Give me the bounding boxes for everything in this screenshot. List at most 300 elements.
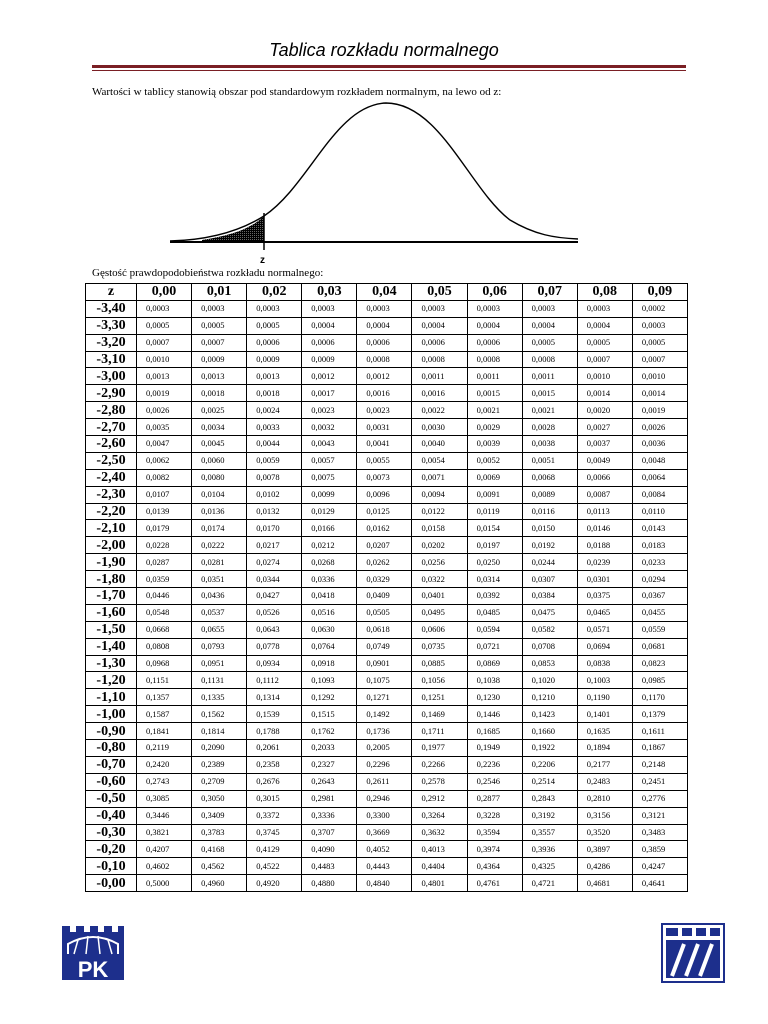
table-cell: 0,0125 <box>357 503 412 520</box>
table-cell: 0,4286 <box>577 858 632 875</box>
table-cell: 0,1190 <box>577 689 632 706</box>
table-row <box>86 824 688 841</box>
table-cell: 0,2514 <box>522 773 577 790</box>
table-cell: 0,0233 <box>632 554 687 571</box>
table-cell: 0,0071 <box>412 469 467 486</box>
table-cell: 0,4052 <box>357 841 412 858</box>
table-row <box>86 554 688 571</box>
row-z-value: -1,70 <box>86 588 137 605</box>
table-cell: 0,0885 <box>412 655 467 672</box>
table-cell: 0,0003 <box>577 300 632 317</box>
table-cell: 0,0110 <box>632 503 687 520</box>
table-cell: 0,0808 <box>137 638 192 655</box>
table-cell: 0,0505 <box>357 604 412 621</box>
table-cell: 0,2266 <box>412 756 467 773</box>
table-cell: 0,0336 <box>302 571 357 588</box>
faculty-logo <box>660 922 726 984</box>
table-cell: 0,0003 <box>357 300 412 317</box>
table-cell: 0,0132 <box>247 503 302 520</box>
table-cell: 0,0015 <box>467 385 522 402</box>
table-cell: 0,0262 <box>357 554 412 571</box>
table-cell: 0,0537 <box>192 604 247 621</box>
table-cell: 0,0059 <box>247 452 302 469</box>
table-cell: 0,0174 <box>192 520 247 537</box>
table-cell: 0,0384 <box>522 588 577 605</box>
row-z-value: -0,70 <box>86 756 137 773</box>
table-cell: 0,0016 <box>412 385 467 402</box>
table-cell: 0,1357 <box>137 689 192 706</box>
table-cell: 0,0516 <box>302 604 357 621</box>
table-cell: 0,0038 <box>522 436 577 453</box>
table-cell: 0,1762 <box>302 723 357 740</box>
table-cell: 0,0281 <box>192 554 247 571</box>
table-cell: 0,0066 <box>577 469 632 486</box>
table-cell: 0,2877 <box>467 790 522 807</box>
table-cell: 0,0015 <box>522 385 577 402</box>
table-cell: 0,0054 <box>412 452 467 469</box>
table-cell: 0,0287 <box>137 554 192 571</box>
table-cell: 0,0003 <box>247 300 302 317</box>
row-z-value: -0,40 <box>86 807 137 824</box>
table-cell: 0,0244 <box>522 554 577 571</box>
table-cell: 0,0008 <box>412 351 467 368</box>
table-row <box>86 672 688 689</box>
table-cell: 0,2119 <box>137 740 192 757</box>
table-cell: 0,1711 <box>412 723 467 740</box>
table-cell: 0,1056 <box>412 672 467 689</box>
table-cell: 0,1814 <box>192 723 247 740</box>
table-cell: 0,3300 <box>357 807 412 824</box>
table-cell: 0,0031 <box>357 419 412 436</box>
table-row <box>86 790 688 807</box>
table-cell: 0,4013 <box>412 841 467 858</box>
table-cell: 0,0082 <box>137 469 192 486</box>
column-header: 0,05 <box>412 284 467 301</box>
table-cell: 0,0024 <box>247 402 302 419</box>
table-cell: 0,1151 <box>137 672 192 689</box>
table-row <box>86 858 688 875</box>
table-cell: 0,0008 <box>522 351 577 368</box>
table-cell: 0,1020 <box>522 672 577 689</box>
table-cell: 0,1469 <box>412 706 467 723</box>
table-row <box>86 317 688 334</box>
table-cell: 0,1922 <box>522 740 577 757</box>
table-cell: 0,0122 <box>412 503 467 520</box>
table-cell: 0,0129 <box>302 503 357 520</box>
table-cell: 0,0007 <box>137 334 192 351</box>
table-cell: 0,0838 <box>577 655 632 672</box>
table-cell: 0,0455 <box>632 604 687 621</box>
table-cell: 0,0192 <box>522 537 577 554</box>
table-cell: 0,0033 <box>247 419 302 436</box>
table-cell: 0,0853 <box>522 655 577 672</box>
table-cell: 0,0003 <box>467 300 522 317</box>
table-cell: 0,2546 <box>467 773 522 790</box>
table-cell: 0,3974 <box>467 841 522 858</box>
table-cell: 0,2611 <box>357 773 412 790</box>
table-cell: 0,0465 <box>577 604 632 621</box>
table-cell: 0,2389 <box>192 756 247 773</box>
table-cell: 0,0559 <box>632 621 687 638</box>
table-cell: 0,4522 <box>247 858 302 875</box>
table-cell: 0,4920 <box>247 875 302 892</box>
column-header: 0,03 <box>302 284 357 301</box>
table-cell: 0,3821 <box>137 824 192 841</box>
table-cell: 0,1314 <box>247 689 302 706</box>
table-cell: 0,0008 <box>357 351 412 368</box>
table-cell: 0,0003 <box>632 317 687 334</box>
table-row <box>86 588 688 605</box>
table-cell: 0,0045 <box>192 436 247 453</box>
table-cell: 0,2643 <box>302 773 357 790</box>
table-cell: 0,0022 <box>412 402 467 419</box>
table-cell: 0,0021 <box>467 402 522 419</box>
row-z-value: -1,20 <box>86 672 137 689</box>
table-cell: 0,2090 <box>192 740 247 757</box>
table-cell: 0,1170 <box>632 689 687 706</box>
table-cell: 0,0869 <box>467 655 522 672</box>
table-cell: 0,0968 <box>137 655 192 672</box>
row-z-value: -2,80 <box>86 402 137 419</box>
table-cell: 0,0009 <box>302 351 357 368</box>
table-cell: 0,2148 <box>632 756 687 773</box>
table-cell: 0,0029 <box>467 419 522 436</box>
row-z-value: -2,30 <box>86 486 137 503</box>
table-cell: 0,4641 <box>632 875 687 892</box>
table-cell: 0,0003 <box>522 300 577 317</box>
table-cell: 0,0162 <box>357 520 412 537</box>
row-z-value: -3,10 <box>86 351 137 368</box>
table-cell: 0,1736 <box>357 723 412 740</box>
table-cell: 0,2451 <box>632 773 687 790</box>
table-cell: 0,2033 <box>302 740 357 757</box>
table-cell: 0,0004 <box>577 317 632 334</box>
table-cell: 0,1335 <box>192 689 247 706</box>
table-cell: 0,0006 <box>302 334 357 351</box>
row-z-value: -0,60 <box>86 773 137 790</box>
table-cell: 0,1075 <box>357 672 412 689</box>
table-cell: 0,2709 <box>192 773 247 790</box>
table-cell: 0,0014 <box>577 385 632 402</box>
row-z-value: -1,90 <box>86 554 137 571</box>
table-row <box>86 469 688 486</box>
table-row <box>86 604 688 621</box>
table-cell: 0,0495 <box>412 604 467 621</box>
table-cell: 0,1210 <box>522 689 577 706</box>
table-cell: 0,0069 <box>467 469 522 486</box>
table-row <box>86 486 688 503</box>
table-cell: 0,0256 <box>412 554 467 571</box>
table-cell: 0,0062 <box>137 452 192 469</box>
table-cell: 0,3336 <box>302 807 357 824</box>
table-cell: 0,0694 <box>577 638 632 655</box>
row-z-value: -2,40 <box>86 469 137 486</box>
table-cell: 0,0418 <box>302 588 357 605</box>
table-cell: 0,1635 <box>577 723 632 740</box>
table-cell: 0,3156 <box>577 807 632 824</box>
table-cell: 0,0032 <box>302 419 357 436</box>
table-cell: 0,0594 <box>467 621 522 638</box>
table-cell: 0,1271 <box>357 689 412 706</box>
table-cell: 0,2843 <box>522 790 577 807</box>
row-z-value: -2,10 <box>86 520 137 537</box>
table-row <box>86 689 688 706</box>
bell-curve-line <box>170 103 578 241</box>
table-cell: 0,4840 <box>357 875 412 892</box>
table-cell: 0,2483 <box>577 773 632 790</box>
table-cell: 0,1038 <box>467 672 522 689</box>
table-cell: 0,0643 <box>247 621 302 638</box>
table-row <box>86 436 688 453</box>
table-cell: 0,0005 <box>632 334 687 351</box>
table-cell: 0,0119 <box>467 503 522 520</box>
column-header: 0,08 <box>577 284 632 301</box>
table-cell: 0,4721 <box>522 875 577 892</box>
table-cell: 0,0606 <box>412 621 467 638</box>
table-cell: 0,1894 <box>577 740 632 757</box>
table-cell: 0,0179 <box>137 520 192 537</box>
table-cell: 0,3520 <box>577 824 632 841</box>
table-cell: 0,0329 <box>357 571 412 588</box>
table-cell: 0,1093 <box>302 672 357 689</box>
row-z-value: -2,00 <box>86 537 137 554</box>
table-cell: 0,0014 <box>632 385 687 402</box>
table-cell: 0,0901 <box>357 655 412 672</box>
row-z-value: -0,00 <box>86 875 137 892</box>
table-cell: 0,3121 <box>632 807 687 824</box>
table-cell: 0,0006 <box>467 334 522 351</box>
column-header: 0,02 <box>247 284 302 301</box>
table-cell: 0,0146 <box>577 520 632 537</box>
table-cell: 0,0188 <box>577 537 632 554</box>
table-cell: 0,0985 <box>632 672 687 689</box>
table-cell: 0,0526 <box>247 604 302 621</box>
table-cell: 0,0043 <box>302 436 357 453</box>
table-cell: 0,0004 <box>522 317 577 334</box>
table-cell: 0,2676 <box>247 773 302 790</box>
table-cell: 0,0011 <box>412 368 467 385</box>
table-cell: 0,0011 <box>522 368 577 385</box>
table-cell: 0,0003 <box>412 300 467 317</box>
table-row <box>86 351 688 368</box>
table-cell: 0,0009 <box>247 351 302 368</box>
table-row <box>86 875 688 892</box>
table-cell: 0,0013 <box>247 368 302 385</box>
table-cell: 0,0027 <box>577 419 632 436</box>
table-cell: 0,0012 <box>357 368 412 385</box>
table-cell: 0,0018 <box>247 385 302 402</box>
table-cell: 0,2981 <box>302 790 357 807</box>
table-cell: 0,0002 <box>632 300 687 317</box>
table-row <box>86 520 688 537</box>
table-cell: 0,0084 <box>632 486 687 503</box>
table-cell: 0,2578 <box>412 773 467 790</box>
table-cell: 0,0003 <box>137 300 192 317</box>
row-z-value: -0,30 <box>86 824 137 841</box>
table-cell: 0,0301 <box>577 571 632 588</box>
normal-curve-figure <box>150 95 590 255</box>
table-cell: 0,0068 <box>522 469 577 486</box>
row-z-value: -0,50 <box>86 790 137 807</box>
table-row <box>86 402 688 419</box>
table-cell: 0,1379 <box>632 706 687 723</box>
table-cell: 0,1292 <box>302 689 357 706</box>
table-cell: 0,1977 <box>412 740 467 757</box>
table-cell: 0,0020 <box>577 402 632 419</box>
table-cell: 0,1131 <box>192 672 247 689</box>
table-cell: 0,4761 <box>467 875 522 892</box>
table-cell: 0,3372 <box>247 807 302 824</box>
table-cell: 0,3936 <box>522 841 577 858</box>
table-cell: 0,0571 <box>577 621 632 638</box>
table-cell: 0,0013 <box>137 368 192 385</box>
table-cell: 0,0004 <box>467 317 522 334</box>
table-cell: 0,2946 <box>357 790 412 807</box>
table-cell: 0,2296 <box>357 756 412 773</box>
table-cell: 0,0004 <box>357 317 412 334</box>
table-cell: 0,0099 <box>302 486 357 503</box>
row-z-value: -1,10 <box>86 689 137 706</box>
table-cell: 0,0055 <box>357 452 412 469</box>
pk-university-logo <box>58 922 128 984</box>
table-cell: 0,0143 <box>632 520 687 537</box>
table-cell: 0,4325 <box>522 858 577 875</box>
table-cell: 0,0087 <box>577 486 632 503</box>
table-cell: 0,1788 <box>247 723 302 740</box>
table-cell: 0,0485 <box>467 604 522 621</box>
table-cell: 0,0017 <box>302 385 357 402</box>
table-cell: 0,3015 <box>247 790 302 807</box>
table-cell: 0,0064 <box>632 469 687 486</box>
row-z-value: -3,40 <box>86 300 137 317</box>
table-cell: 0,2810 <box>577 790 632 807</box>
table-cell: 0,4129 <box>247 841 302 858</box>
left-tail-shaded-area <box>202 216 264 242</box>
table-row <box>86 334 688 351</box>
table-cell: 0,0005 <box>577 334 632 351</box>
row-z-value: -0,10 <box>86 858 137 875</box>
table-cell: 0,0222 <box>192 537 247 554</box>
table-cell: 0,0548 <box>137 604 192 621</box>
table-cell: 0,2005 <box>357 740 412 757</box>
table-cell: 0,4247 <box>632 858 687 875</box>
table-cell: 0,3745 <box>247 824 302 841</box>
table-cell: 0,2358 <box>247 756 302 773</box>
table-cell: 0,0012 <box>302 368 357 385</box>
table-cell: 0,0183 <box>632 537 687 554</box>
table-cell: 0,0005 <box>522 334 577 351</box>
table-cell: 0,0028 <box>522 419 577 436</box>
table-cell: 0,0019 <box>137 385 192 402</box>
table-cell: 0,0007 <box>192 334 247 351</box>
table-row <box>86 638 688 655</box>
table-cell: 0,3483 <box>632 824 687 841</box>
table-row <box>86 385 688 402</box>
table-cell: 0,0008 <box>467 351 522 368</box>
table-cell: 0,0409 <box>357 588 412 605</box>
table-cell: 0,0113 <box>577 503 632 520</box>
table-cell: 0,3707 <box>302 824 357 841</box>
table-cell: 0,0005 <box>137 317 192 334</box>
table-row <box>86 773 688 790</box>
table-cell: 0,0212 <box>302 537 357 554</box>
table-cell: 0,1446 <box>467 706 522 723</box>
page-title: Tablica rozkładu normalnego <box>269 40 499 60</box>
table-row <box>86 807 688 824</box>
table-cell: 0,0582 <box>522 621 577 638</box>
table-cell: 0,0618 <box>357 621 412 638</box>
table-cell: 0,0166 <box>302 520 357 537</box>
table-row <box>86 537 688 554</box>
table-cell: 0,0668 <box>137 621 192 638</box>
table-cell: 0,3446 <box>137 807 192 824</box>
table-cell: 0,0040 <box>412 436 467 453</box>
table-cell: 0,3409 <box>192 807 247 824</box>
column-header: 0,01 <box>192 284 247 301</box>
table-cell: 0,0036 <box>632 436 687 453</box>
table-cell: 0,2327 <box>302 756 357 773</box>
density-label: Gęstość prawdopodobieństwa rozkładu normalnego: <box>92 267 324 279</box>
table-cell: 0,0823 <box>632 655 687 672</box>
row-z-value: -0,80 <box>86 740 137 757</box>
table-cell: 0,3557 <box>522 824 577 841</box>
table-cell: 0,4602 <box>137 858 192 875</box>
table-cell: 0,1423 <box>522 706 577 723</box>
table-cell: 0,0026 <box>632 419 687 436</box>
table-cell: 0,0793 <box>192 638 247 655</box>
table-cell: 0,0228 <box>137 537 192 554</box>
table-cell: 0,0681 <box>632 638 687 655</box>
table-cell: 0,0009 <box>192 351 247 368</box>
table-cell: 0,0035 <box>137 419 192 436</box>
table-cell: 0,0104 <box>192 486 247 503</box>
row-z-value: -1,80 <box>86 571 137 588</box>
table-cell: 0,0075 <box>302 469 357 486</box>
table-cell: 0,0274 <box>247 554 302 571</box>
table-cell: 0,4168 <box>192 841 247 858</box>
table-cell: 0,0344 <box>247 571 302 588</box>
table-row <box>86 723 688 740</box>
table-cell: 0,0003 <box>302 300 357 317</box>
row-z-value: -2,20 <box>86 503 137 520</box>
table-cell: 0,2206 <box>522 756 577 773</box>
row-z-value: -3,20 <box>86 334 137 351</box>
table-cell: 0,0034 <box>192 419 247 436</box>
table-cell: 0,1003 <box>577 672 632 689</box>
table-cell: 0,3264 <box>412 807 467 824</box>
pk-logo-text: PK <box>77 957 109 982</box>
table-cell: 0,0427 <box>247 588 302 605</box>
table-cell: 0,1401 <box>577 706 632 723</box>
table-cell: 0,0918 <box>302 655 357 672</box>
table-cell: 0,0217 <box>247 537 302 554</box>
row-z-value: -0,90 <box>86 723 137 740</box>
table-cell: 0,1611 <box>632 723 687 740</box>
header-rule-thin <box>92 70 686 71</box>
table-cell: 0,0239 <box>577 554 632 571</box>
table-cell: 0,0051 <box>522 452 577 469</box>
table-cell: 0,1867 <box>632 740 687 757</box>
table-cell: 0,3050 <box>192 790 247 807</box>
header-rule-thick <box>92 65 686 68</box>
table-cell: 0,0250 <box>467 554 522 571</box>
table-cell: 0,0158 <box>412 520 467 537</box>
table-cell: 0,1562 <box>192 706 247 723</box>
table-cell: 0,0139 <box>137 503 192 520</box>
column-header-z: z <box>86 284 137 301</box>
table-cell: 0,0934 <box>247 655 302 672</box>
table-cell: 0,0351 <box>192 571 247 588</box>
